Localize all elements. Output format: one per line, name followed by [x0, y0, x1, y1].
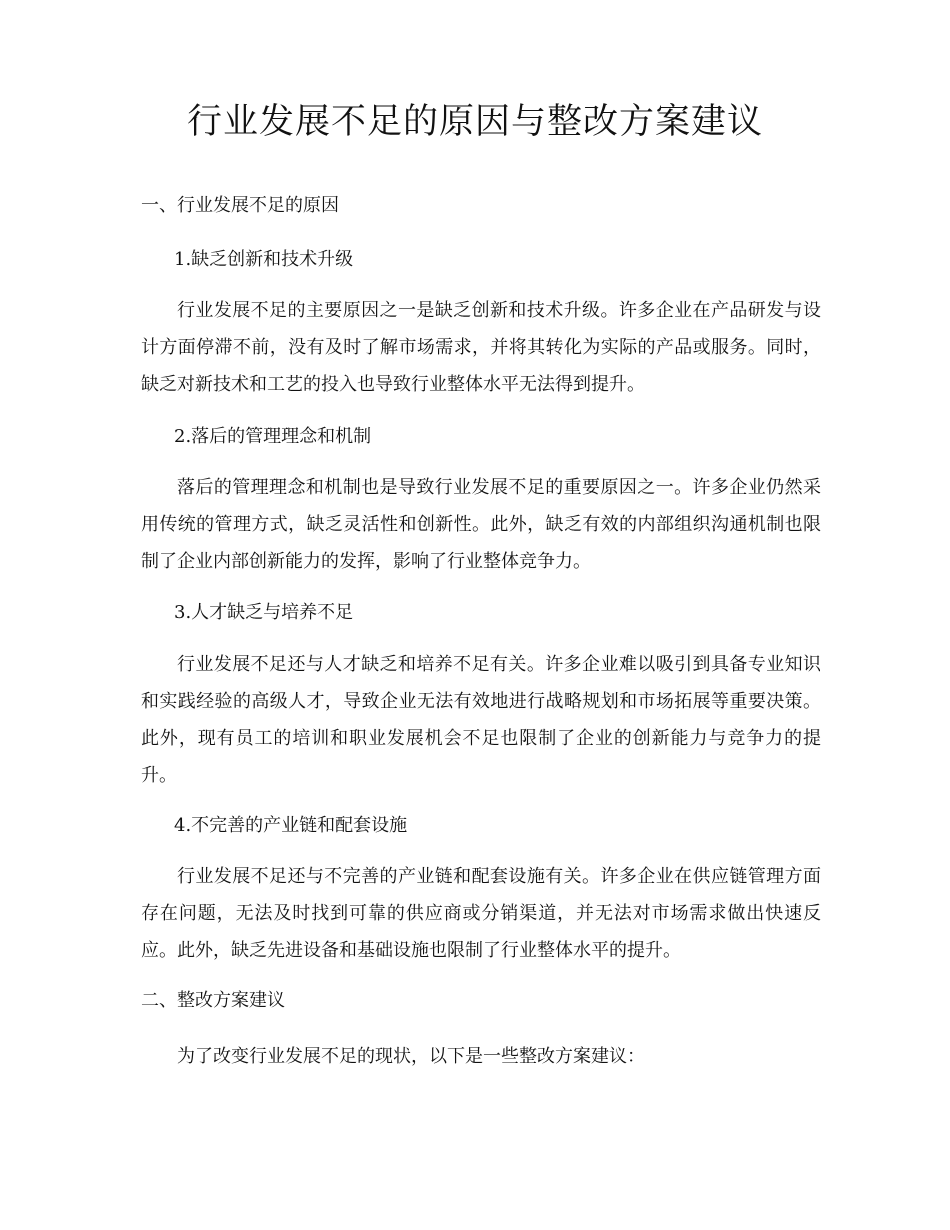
subheading-talent: 3.人才缺乏与培养不足: [174, 602, 354, 623]
subheading-management: 2.落后的管理理念和机制: [174, 426, 372, 447]
paragraph-talent: 行业发展不足还与人才缺乏和培养不足有关。许多企业难以吸引到具备专业知识和实践经验的高级人才，导致企业无法有效地进行战略规划和市场拓展等重要决策。此外，现有员工的培训和职业发展机会不足也限制了企业的创新能力与竞争力的提升。: [141, 654, 821, 786]
section-heading-recommendations: 二、整改方案建议: [141, 990, 285, 1011]
paragraph-innovation: 行业发展不足的主要原因之一是缺乏创新和技术升级。许多企业在产品研发与设计方面停滞不前，没有及时了解市场需求，并将其转化为实际的产品或服务。同时，缺乏对新技术和工艺的投入也导致行业整体水平无法得到提升。: [141, 300, 821, 395]
subheading-industry-chain: 4.不完善的产业链和配套设施: [174, 815, 408, 836]
document-title: 行业发展不足的原因与整改方案建议: [186, 102, 763, 142]
subheading-innovation: 1.缺乏创新和技术升级: [174, 249, 354, 270]
section-heading-causes: 一、行业发展不足的原因: [141, 195, 339, 216]
paragraph-recommendations-intro: 为了改变行业发展不足的现状，以下是一些整改方案建议：: [177, 1046, 645, 1067]
paragraph-industry-chain: 行业发展不足还与不完善的产业链和配套设施有关。许多企业在供应链管理方面存在问题，无法及时找到可靠的供应商或分销渠道，并无法对市场需求做出快速反应。此外，缺乏先进设备和基础设施也限制了行业整体水平的提升。: [141, 866, 821, 961]
paragraph-management: 落后的管理理念和机制也是导致行业发展不足的重要原因之一。许多企业仍然采用传统的管理方式，缺乏灵活性和创新性。此外，缺乏有效的内部组织沟通机制也限制了企业内部创新能力的发挥，影响了行业整体竞争力。: [141, 477, 821, 572]
